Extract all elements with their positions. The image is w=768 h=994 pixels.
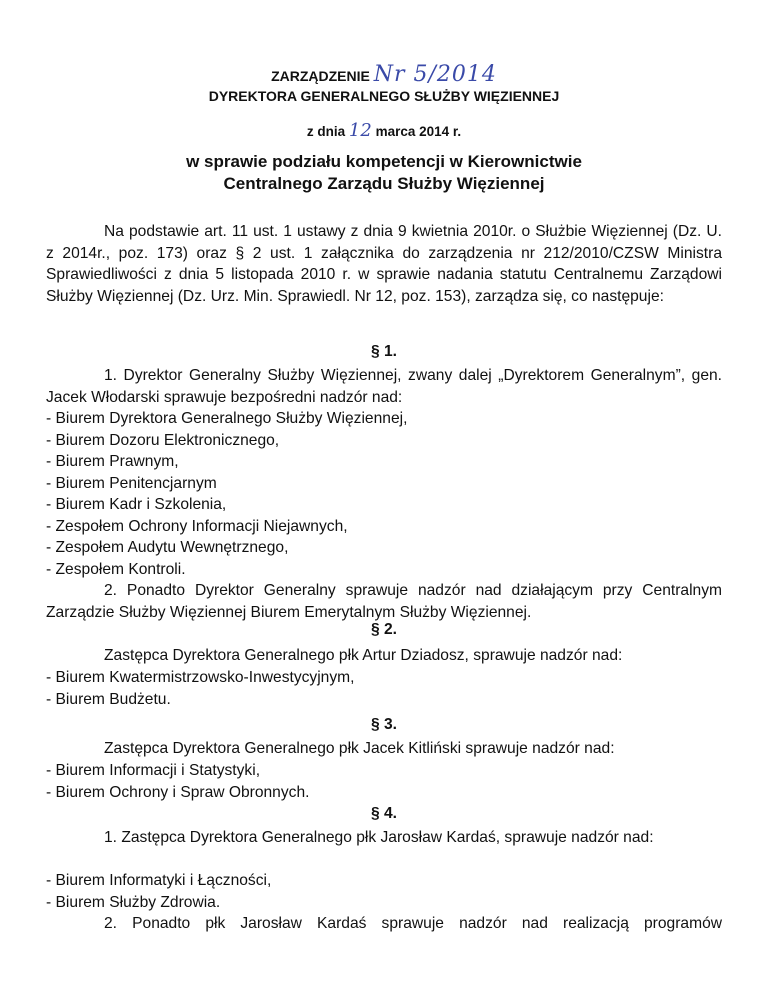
list-item: - Biurem Prawnym,: [46, 453, 179, 470]
subject-line-2: Centralnego Zarządu Służby Więziennej: [223, 174, 545, 193]
list-item: - Biurem Służby Zdrowia.: [46, 893, 221, 911]
document-date: [0, 120, 768, 141]
list-item: - Biurem Penitencjarnym: [46, 474, 217, 492]
section-1-intro: 1. Dyrektor Generalny Służby Więziennej, zwany dalej „Dyrektorem Generalnym”, gen. Jacek Włodarski sprawuje bezpośredni nadzór nad:: [46, 367, 722, 406]
list-item: - Biurem Informatyki i Łączności,: [46, 872, 272, 889]
handwritten-number: Nr 5/2014: [373, 62, 497, 87]
list-item: - Biurem Budżetu.: [46, 690, 171, 708]
section-2-list: [46, 667, 722, 710]
list-item: - Zespołem Audytu Wewnętrznego,: [46, 539, 289, 556]
section-4-list: [46, 870, 722, 913]
section-3-heading: § 3.: [370, 716, 397, 733]
section-3-intro: Zastępca Dyrektora Generalnego płk Jacek Kitliński sprawuje nadzór nad:: [104, 740, 615, 757]
list-item: - Biurem Informacji i Statystyki,: [46, 762, 261, 779]
section-4-heading: § 4.: [370, 805, 397, 822]
list-item: - Zespołem Kontroli.: [46, 560, 186, 578]
document-subject: [0, 151, 768, 195]
handwritten-day: 12: [348, 120, 372, 141]
list-item: - Biurem Kadr i Szkolenia,: [46, 496, 227, 513]
section-2-intro: Zastępca Dyrektora Generalnego płk Artur Dziadosz, sprawuje nadzór nad:: [104, 647, 623, 664]
list-item: - Biurem Dyrektora Generalnego Służby Więziennej,: [46, 410, 408, 427]
section-2-heading: § 2.: [370, 621, 397, 638]
list-item: - Biurem Dozoru Elektronicznego,: [46, 431, 280, 449]
date-suffix: marca 2014 r.: [375, 124, 462, 139]
document-issuer: DYREKTORA GENERALNEGO SŁUŻBY WIĘZIENNEJ: [208, 88, 560, 104]
list-item: - Biurem Kwatermistrzowsko-Inwestycyjnym,: [46, 669, 355, 686]
section-1-heading: § 1.: [370, 343, 397, 360]
section-1-list: [46, 408, 722, 580]
list-item: - Zespołem Ochrony Informacji Niejawnych,: [46, 517, 348, 535]
preamble-paragraph: Na podstawie art. 11 ust. 1 ustawy z dnia 9 kwietnia 2010r. o Służbie Więziennej (Dz. U. z 2014r., poz. 173) oraz § 2 ust. 1 załącznika do zarządzenia nr 212/2010/CZSW Ministra Sprawiedliwości z dnia 5 listopada 2010 r. w sprawie nadania statutu Centralnemu Zarządowi Służby Więziennej (Dz. Urz. Min. Sprawiedl. Nr 12, poz. 153), zarządza się, co następuje:: [46, 223, 722, 305]
section-4-intro: 1. Zastępca Dyrektora Generalnego płk Jarosław Kardaś, sprawuje nadzór nad:: [104, 829, 654, 846]
list-item: - Biurem Ochrony i Spraw Obronnych.: [46, 783, 310, 801]
document-title-line: [0, 62, 768, 87]
document-title: ZARZĄDZENIE: [271, 68, 370, 84]
section-1-point-2: 2. Ponadto Dyrektor Generalny sprawuje nadzór nad działającym przy Centralnym Zarządzie Służby Więziennej Biurem Emerytalnym Służby Więziennej.: [46, 582, 722, 621]
section-3-list: [46, 760, 722, 803]
subject-line-1: w sprawie podziału kompetencji w Kierownictwie: [186, 152, 582, 171]
date-prefix: z dnia: [306, 124, 346, 139]
section-4-point-2: 2. Ponadto płk Jarosław Kardaś sprawuje nadzór nad realizacją programów: [104, 915, 722, 932]
